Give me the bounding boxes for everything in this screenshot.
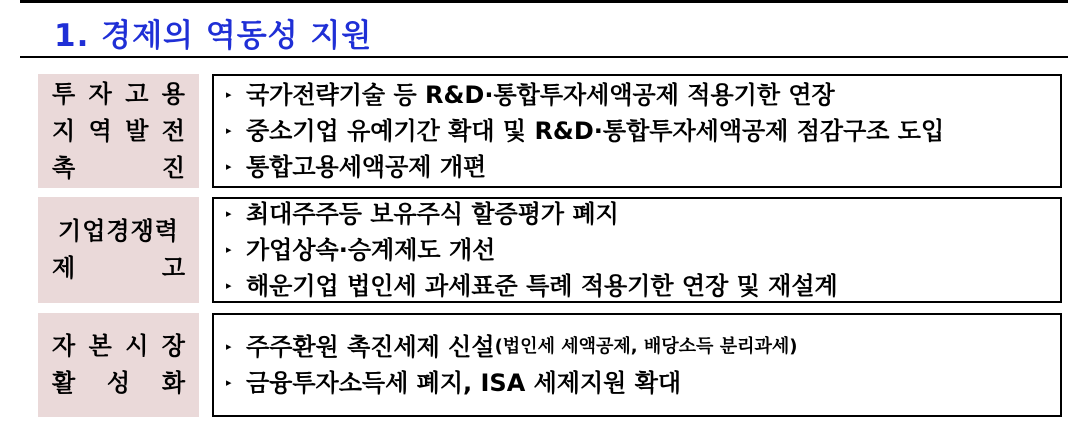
page-title: 1. 경제의 역동성 지원 <box>54 18 373 54</box>
section-label-char: 투 <box>52 79 76 108</box>
triangle-right-icon: ▸ <box>226 207 232 220</box>
section-label-char: 촉 <box>52 153 76 182</box>
section-label-line <box>52 328 185 365</box>
triangle-right-icon: ▸ <box>226 88 232 101</box>
section-label <box>38 74 199 188</box>
section-content <box>212 197 1062 303</box>
list-item-text: 가업상속·승계제도 개선 <box>246 236 496 264</box>
section-label <box>38 313 199 417</box>
section-label-char: 장 <box>161 332 185 360</box>
triangle-right-icon: ▸ <box>226 243 232 256</box>
section-label-char: 본 <box>88 332 112 360</box>
list-item-text: 최대주주등 보유주식 할증평가 폐지 <box>246 200 619 228</box>
list-item-note: (법인세 세액공제, 배당소득 분리과세) <box>494 336 798 357</box>
section-content <box>212 74 1062 188</box>
triangle-right-icon: ▸ <box>226 376 232 389</box>
section-label-line <box>52 365 185 402</box>
section-label-char: 진 <box>161 153 185 182</box>
section-label-char: 고 <box>161 254 185 282</box>
section-label-char: 활 <box>52 369 76 397</box>
section-label-char: 전 <box>161 116 185 145</box>
section-label-char: 자 <box>52 332 76 360</box>
section-label-line <box>52 250 185 287</box>
section-label-char: 기업경쟁력 <box>58 217 179 245</box>
list-item-text: 중소기업 유예기간 확대 및 R&D·통합투자세액공제 점감구조 도입 <box>246 117 945 145</box>
list-item <box>226 329 1060 365</box>
title-bar <box>20 0 1068 58</box>
section-label-line <box>52 150 185 187</box>
list-item-text: 해운기업 법인세 과세표준 특례 적용기한 연장 및 재설계 <box>246 272 838 300</box>
triangle-right-icon: ▸ <box>226 279 232 292</box>
section-label-char: 제 <box>52 254 76 282</box>
list-item <box>226 149 1060 185</box>
list-item <box>226 77 1060 113</box>
section-label-char: 고 <box>125 79 149 108</box>
section-label-char: 화 <box>161 369 185 397</box>
section-label-char: 역 <box>88 116 112 145</box>
triangle-right-icon: ▸ <box>226 124 232 137</box>
list-item-text: 통합고용세액공제 개편 <box>246 153 487 181</box>
list-item <box>226 113 1060 149</box>
section-label <box>38 197 199 303</box>
section-label-char: 성 <box>106 369 131 397</box>
section-label-char: 시 <box>125 332 149 360</box>
section-label-char: 용 <box>161 79 185 108</box>
list-item-text: 금융투자소득세 폐지, ISA 세제지원 확대 <box>246 369 682 397</box>
section-label-char: 자 <box>88 79 112 108</box>
list-item <box>226 268 1060 304</box>
section-label-char: 지 <box>52 116 76 145</box>
section-content <box>212 313 1062 417</box>
section-label-line <box>52 76 185 113</box>
list-item <box>226 365 1060 401</box>
section-label-char: 발 <box>125 116 149 145</box>
section-label-line <box>52 113 185 150</box>
list-item-text: 국가전략기술 등 R&D·통합투자세액공제 적용기한 연장 <box>246 81 835 109</box>
section-label-line <box>52 213 185 250</box>
list-item <box>226 196 1060 232</box>
list-item <box>226 232 1060 268</box>
triangle-right-icon: ▸ <box>226 340 232 353</box>
triangle-right-icon: ▸ <box>226 160 232 173</box>
list-item-text: 주주환원 촉진세제 신설 <box>246 333 495 361</box>
